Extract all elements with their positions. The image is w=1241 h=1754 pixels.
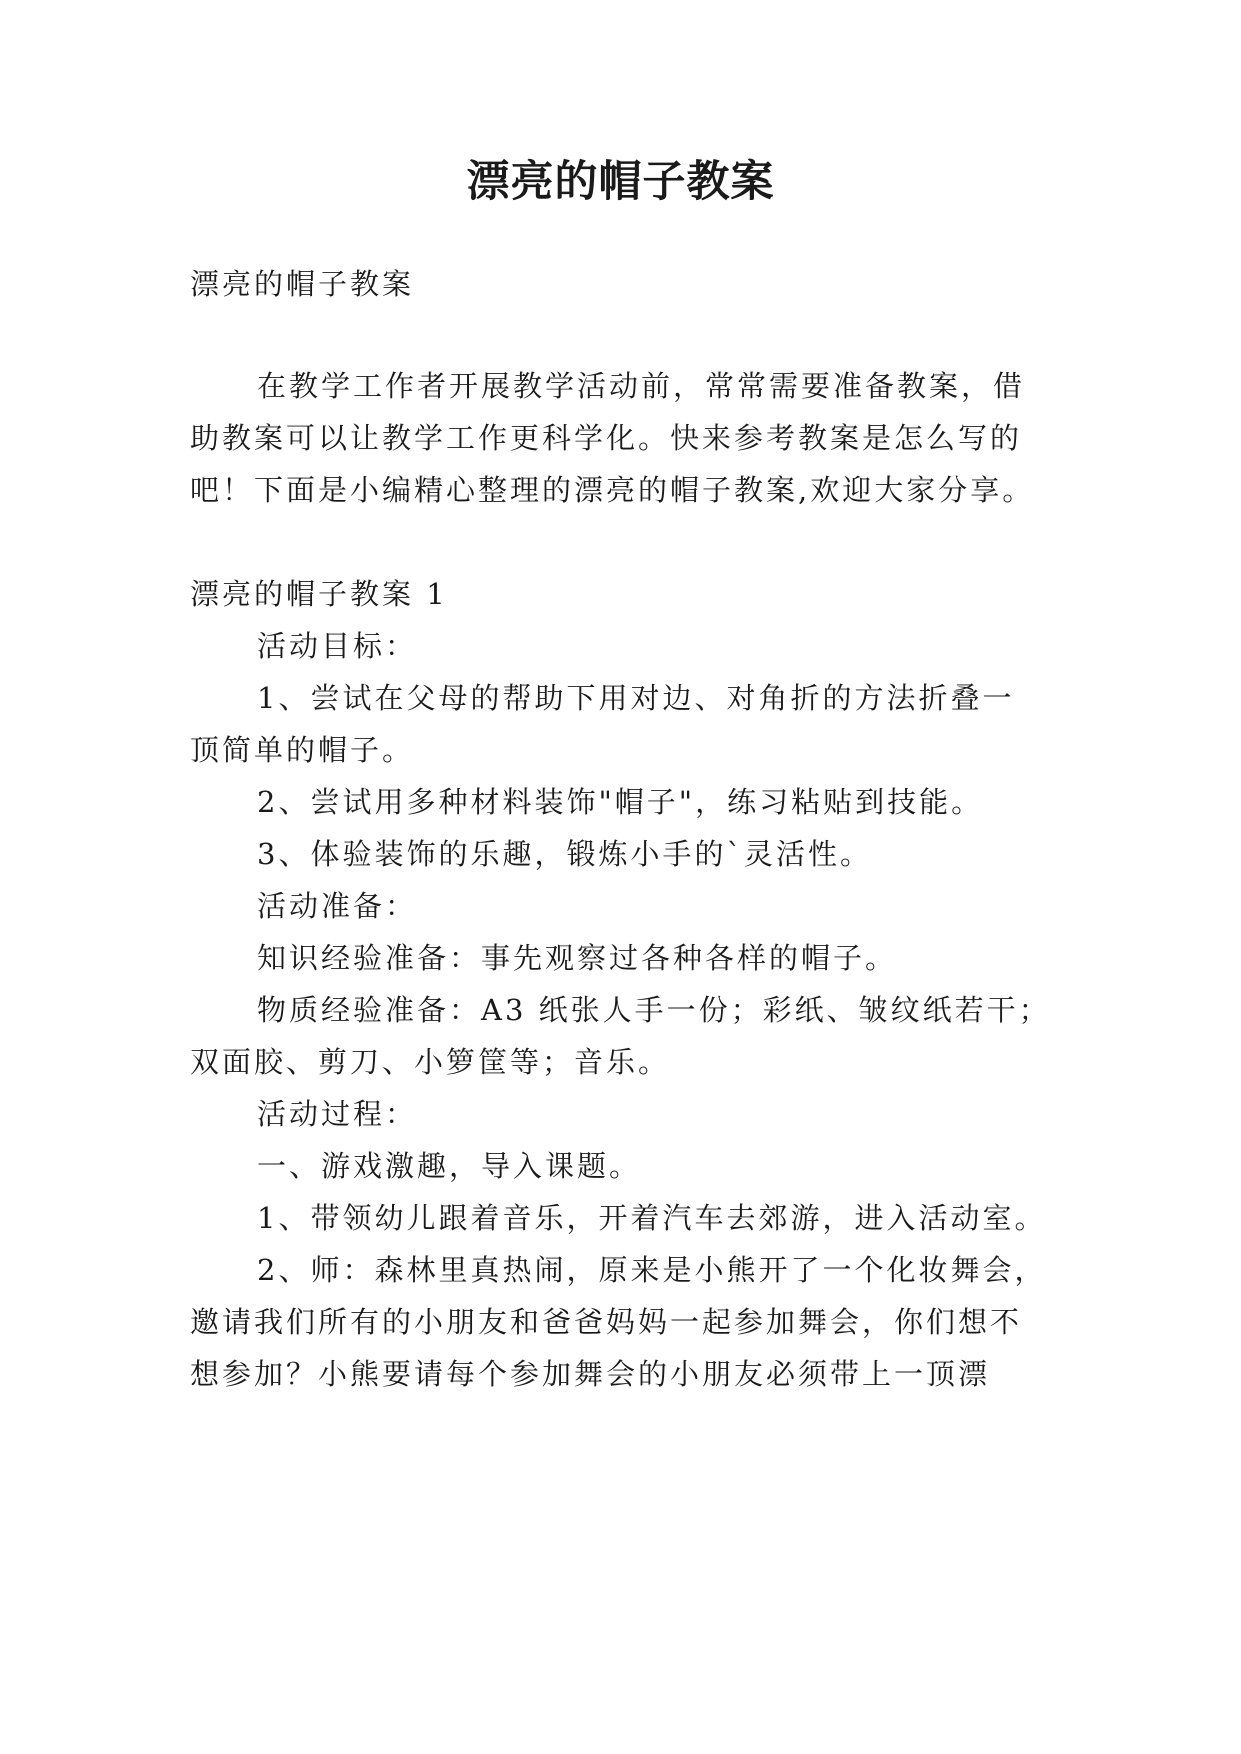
subtitle-line: 漂亮的帽子教案 (190, 267, 415, 301)
paragraph-line: 3、体验装饰的乐趣，锻炼小手的`灵活性。 (257, 837, 872, 871)
paragraph-line: 一、游戏激趣，导入课题。 (257, 1149, 642, 1183)
paragraph-line: 1、带领幼儿跟着音乐，开着汽车去郊游，进入活动室。 (257, 1201, 1047, 1235)
paragraph-line: 物质经验准备：A3 纸张人手一份；彩纸、皱纹纸若干； (257, 993, 1051, 1027)
paragraph-line: 想参加？小熊要请每个参加舞会的小朋友必须带上一顶漂 (190, 1357, 991, 1391)
paragraph-line: 1、尝试在父母的帮助下用对边、对角折的方法折叠一 (257, 681, 1015, 715)
document-title: 漂亮的帽子教案 (466, 157, 775, 207)
paragraph-line: 双面胶、剪刀、小箩筐等；音乐。 (190, 1045, 671, 1079)
paragraph-line: 邀请我们所有的小朋友和爸爸妈妈一起参加舞会，你们想不 (190, 1305, 1023, 1339)
intro-line-1: 在教学工作者开展教学活动前，常常需要准备教案，借 (257, 369, 1026, 403)
section-heading: 漂亮的帽子教案 1 (190, 577, 448, 611)
paragraph-line: 活动目标： (257, 629, 418, 663)
intro-line-3: 吧！下面是小编精心整理的漂亮的帽子教案,欢迎大家分享。 (190, 473, 1035, 507)
paragraph-line: 顶简单的帽子。 (190, 733, 415, 767)
paragraph-line: 2、师：森林里真热闹，原来是小熊开了一个化妆舞会， (257, 1253, 1047, 1287)
paragraph-line: 活动过程： (257, 1097, 418, 1131)
intro-line-2: 助教案可以让教学工作更科学化。快来参考教案是怎么写的 (190, 421, 1023, 455)
paragraph-line: 2、尝试用多种材料装饰"帽子"，练习粘贴到技能。 (257, 785, 984, 819)
paragraph-line: 活动准备： (257, 889, 418, 923)
paragraph-line: 知识经验准备：事先观察过各种各样的帽子。 (257, 941, 898, 975)
